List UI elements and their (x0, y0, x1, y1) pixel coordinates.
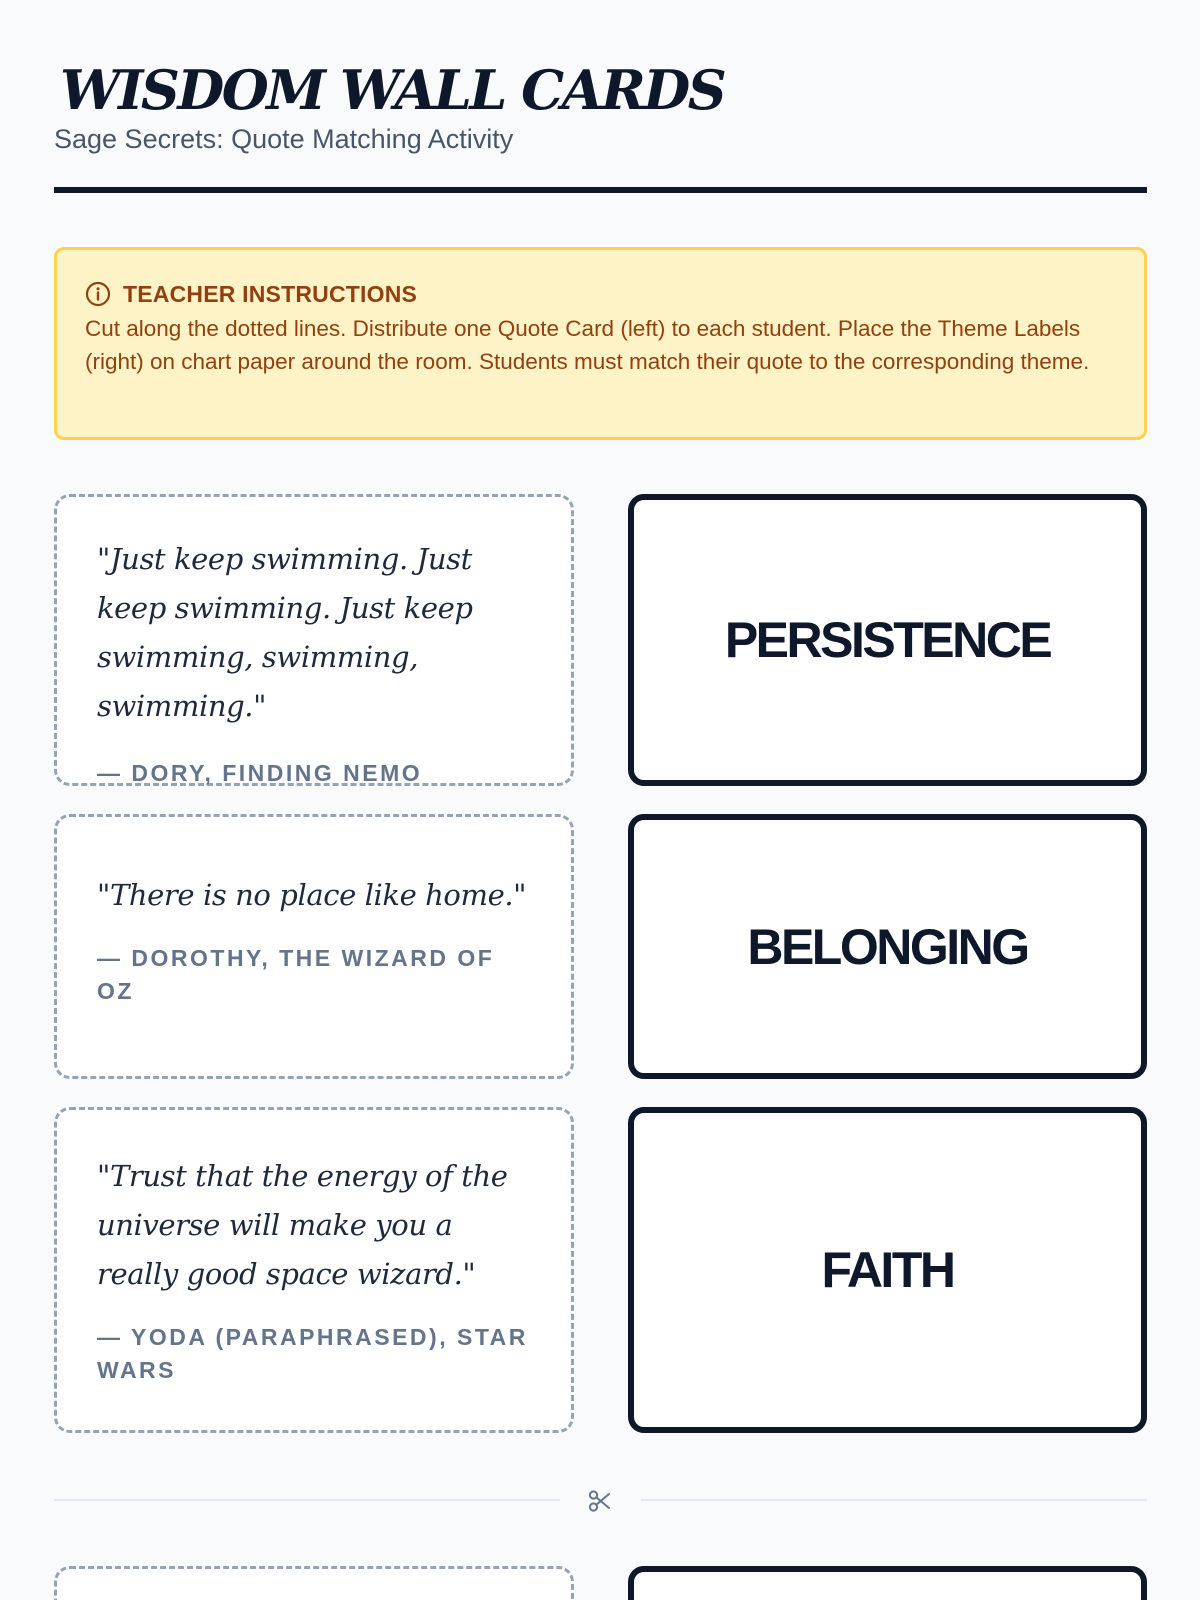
card-row (54, 494, 1147, 786)
card-row (54, 1107, 1147, 1433)
cut-line-divider (54, 1488, 1147, 1512)
instructions-text: Cut along the dotted lines. Distribute one Quote Card (left) to each student. Place the Theme Labels (right) on chart paper around the room. Students must match their quote to the corresponding theme. (85, 316, 1090, 374)
card-row (54, 1566, 1147, 1600)
cut-line-right (641, 1499, 1147, 1501)
theme-card[interactable] (628, 814, 1147, 1079)
theme-label: PERSISTENCE (724, 612, 1051, 668)
theme-label: FAITH (821, 1242, 954, 1298)
quote-card[interactable] (54, 814, 574, 1079)
quote-card[interactable] (54, 1566, 574, 1600)
instructions-header (85, 276, 1116, 312)
page-title: WISDOM WALL CARDS (60, 58, 725, 122)
quote-attribution: — DORY, FINDING NEMO (97, 760, 423, 786)
quote-text: "Trust that the energy of the universe will make you a really good space wizard." (97, 1159, 508, 1291)
instructions-title: TEACHER INSTRUCTIONS (123, 280, 418, 307)
card-row (54, 814, 1147, 1079)
cut-line-left (54, 1499, 560, 1501)
quote-attribution: — DOROTHY, THE WIZARD OF OZ (97, 945, 495, 1004)
quote-text: "Just keep swimming. Just keep swimming. Just keep swimming, swimming, swimming." (97, 542, 473, 723)
theme-label: BELONGING (747, 918, 1028, 975)
scissors-icon (587, 1488, 613, 1514)
info-icon (85, 281, 111, 307)
quote-attribution: — YODA (PARAPHRASED), STAR WARS (97, 1324, 528, 1383)
theme-card[interactable] (628, 494, 1147, 786)
page-subtitle: Sage Secrets: Quote Matching Activity (54, 124, 514, 154)
theme-card[interactable] (628, 1566, 1147, 1600)
header-divider (54, 187, 1147, 193)
theme-card[interactable] (628, 1107, 1147, 1433)
quote-text: "There is no place like home." (97, 878, 527, 912)
quote-card[interactable] (54, 494, 574, 786)
teacher-instructions-panel (54, 247, 1147, 440)
quote-card[interactable] (54, 1107, 574, 1433)
